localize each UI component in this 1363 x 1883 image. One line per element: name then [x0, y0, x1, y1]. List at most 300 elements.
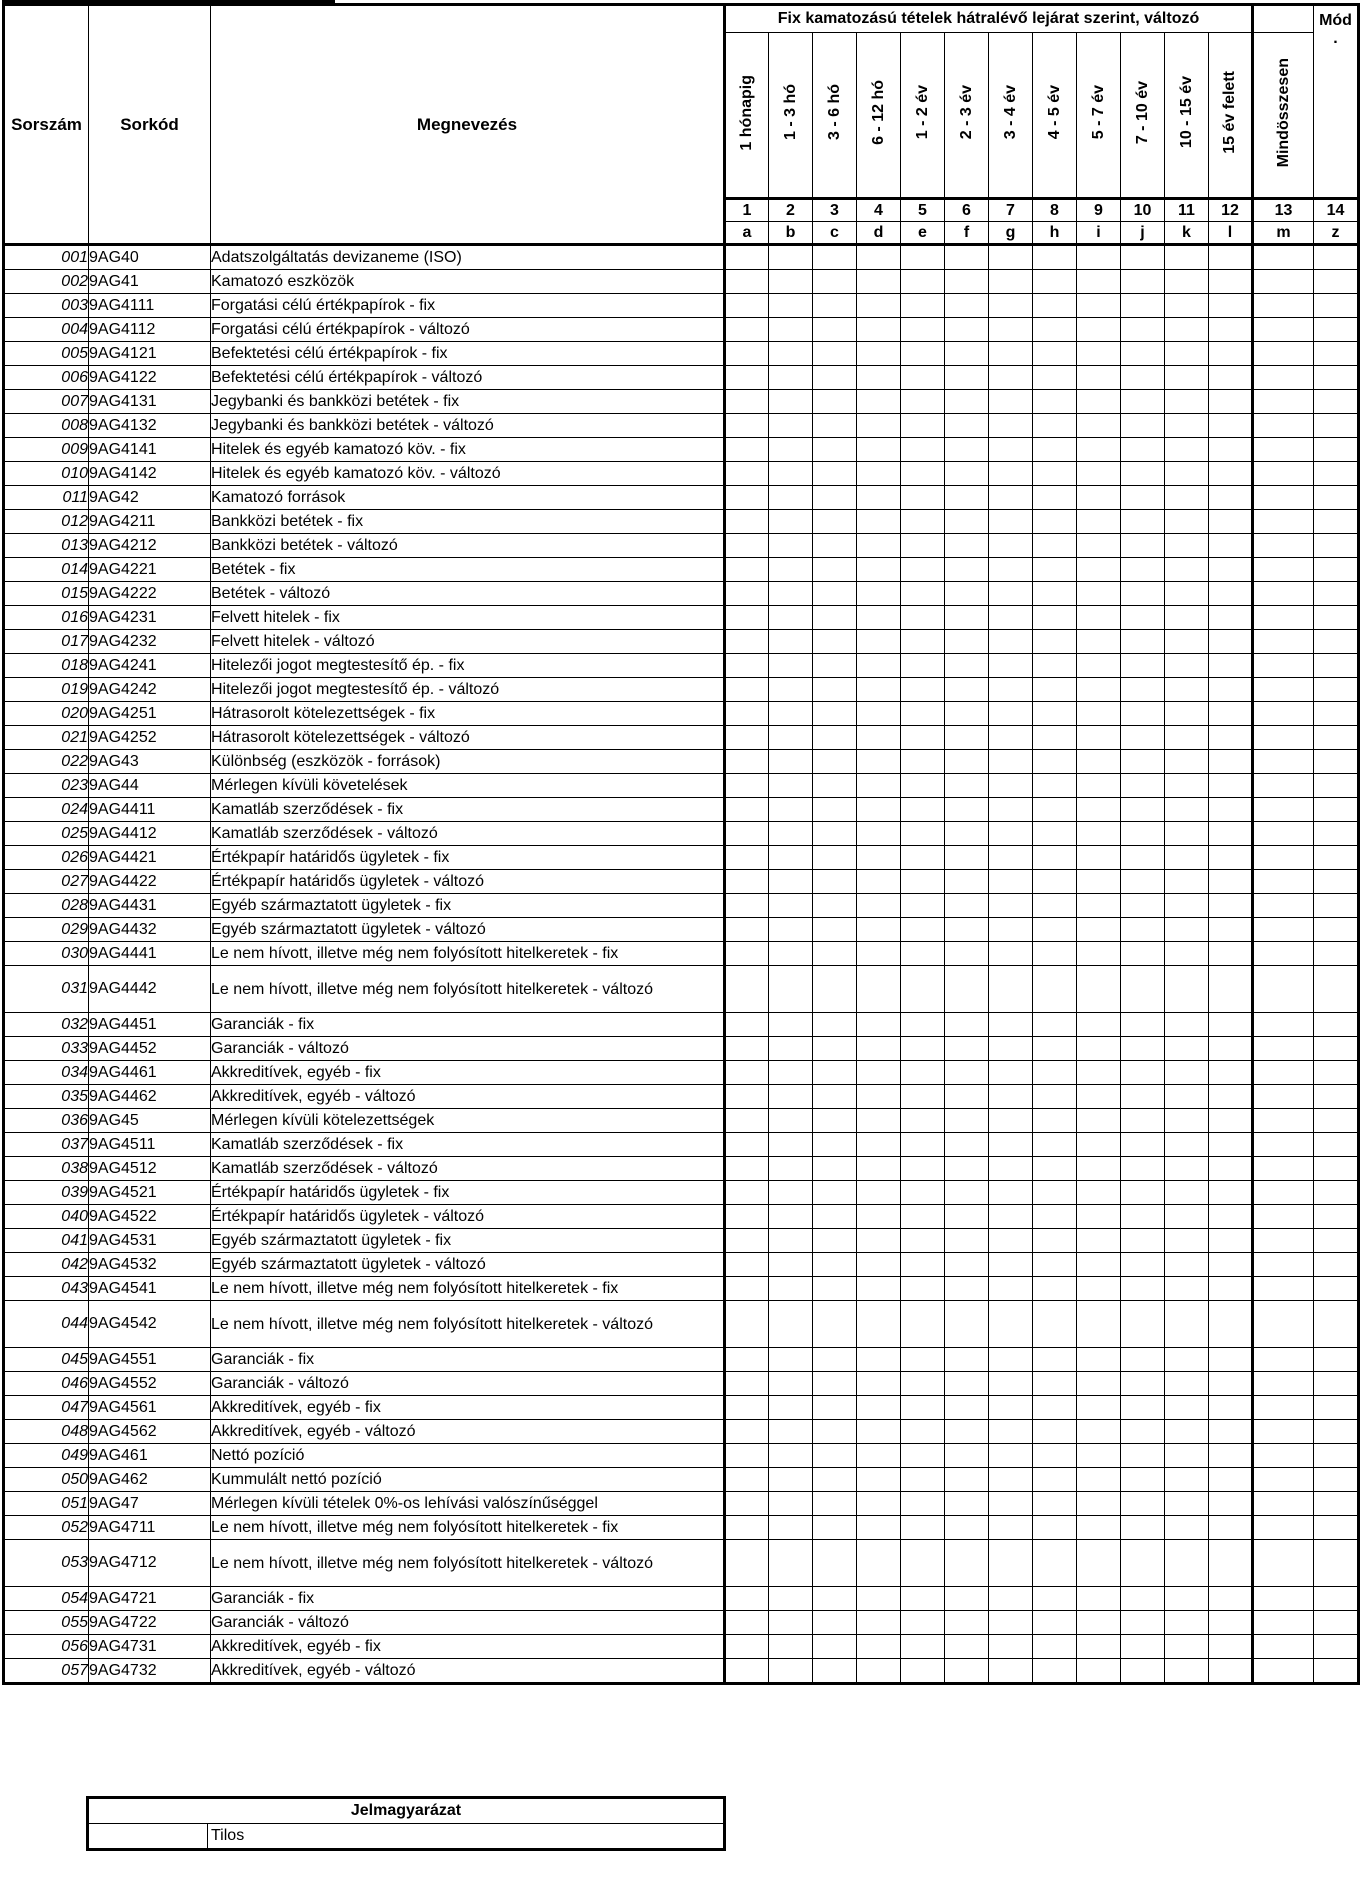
value-cell[interactable]: [1033, 1301, 1077, 1348]
value-cell[interactable]: [901, 654, 945, 678]
value-cell[interactable]: [901, 534, 945, 558]
value-cell[interactable]: [901, 870, 945, 894]
value-cell[interactable]: [901, 942, 945, 966]
value-cell[interactable]: [989, 390, 1033, 414]
value-cell[interactable]: [989, 606, 1033, 630]
value-cell[interactable]: [989, 678, 1033, 702]
value-cell[interactable]: [725, 1468, 769, 1492]
value-cell[interactable]: [813, 678, 857, 702]
value-cell[interactable]: [1165, 894, 1209, 918]
value-cell[interactable]: [1253, 270, 1314, 294]
value-cell[interactable]: [1253, 462, 1314, 486]
value-cell[interactable]: [901, 510, 945, 534]
value-cell[interactable]: [1033, 1109, 1077, 1133]
value-cell[interactable]: [1253, 582, 1314, 606]
value-cell[interactable]: [1165, 1013, 1209, 1037]
value-cell[interactable]: [857, 822, 901, 846]
value-cell[interactable]: [1253, 678, 1314, 702]
value-cell[interactable]: [769, 678, 813, 702]
value-cell[interactable]: [813, 1037, 857, 1061]
value-cell[interactable]: [1121, 1037, 1165, 1061]
value-cell[interactable]: [857, 1444, 901, 1468]
value-cell[interactable]: [1253, 486, 1314, 510]
value-cell[interactable]: [989, 1085, 1033, 1109]
value-cell[interactable]: [1253, 1611, 1314, 1635]
mod-cell[interactable]: [1314, 1444, 1359, 1468]
value-cell[interactable]: [1033, 582, 1077, 606]
value-cell[interactable]: [1209, 894, 1253, 918]
value-cell[interactable]: [857, 582, 901, 606]
value-cell[interactable]: [1253, 558, 1314, 582]
value-cell[interactable]: [857, 846, 901, 870]
value-cell[interactable]: [1121, 870, 1165, 894]
value-cell[interactable]: [1077, 414, 1121, 438]
value-cell[interactable]: [1121, 1396, 1165, 1420]
value-cell[interactable]: [1209, 1444, 1253, 1468]
value-cell[interactable]: [1165, 1587, 1209, 1611]
value-cell[interactable]: [1077, 294, 1121, 318]
value-cell[interactable]: [1121, 1635, 1165, 1659]
value-cell[interactable]: [1033, 966, 1077, 1013]
value-cell[interactable]: [945, 1444, 989, 1468]
value-cell[interactable]: [1077, 1037, 1121, 1061]
mod-cell[interactable]: [1314, 1301, 1359, 1348]
mod-cell[interactable]: [1314, 438, 1359, 462]
value-cell[interactable]: [1165, 1492, 1209, 1516]
value-cell[interactable]: [1121, 1372, 1165, 1396]
value-cell[interactable]: [1033, 1037, 1077, 1061]
value-cell[interactable]: [1121, 774, 1165, 798]
mod-cell[interactable]: [1314, 414, 1359, 438]
value-cell[interactable]: [1209, 1420, 1253, 1444]
value-cell[interactable]: [1033, 726, 1077, 750]
value-cell[interactable]: [1121, 438, 1165, 462]
value-cell[interactable]: [725, 390, 769, 414]
value-cell[interactable]: [725, 1205, 769, 1229]
value-cell[interactable]: [1165, 630, 1209, 654]
value-cell[interactable]: [769, 414, 813, 438]
value-cell[interactable]: [1165, 1659, 1209, 1684]
value-cell[interactable]: [1165, 774, 1209, 798]
value-cell[interactable]: [1253, 342, 1314, 366]
value-cell[interactable]: [725, 966, 769, 1013]
mod-cell[interactable]: [1314, 942, 1359, 966]
value-cell[interactable]: [769, 1085, 813, 1109]
value-cell[interactable]: [1077, 870, 1121, 894]
value-cell[interactable]: [1077, 582, 1121, 606]
value-cell[interactable]: [1033, 942, 1077, 966]
value-cell[interactable]: [813, 1635, 857, 1659]
value-cell[interactable]: [1033, 245, 1077, 270]
value-cell[interactable]: [813, 1540, 857, 1587]
value-cell[interactable]: [813, 942, 857, 966]
value-cell[interactable]: [813, 1372, 857, 1396]
mod-cell[interactable]: [1314, 1157, 1359, 1181]
value-cell[interactable]: [1253, 1492, 1314, 1516]
value-cell[interactable]: [857, 894, 901, 918]
mod-cell[interactable]: [1314, 654, 1359, 678]
value-cell[interactable]: [901, 462, 945, 486]
mod-cell[interactable]: [1314, 1085, 1359, 1109]
value-cell[interactable]: [1033, 1013, 1077, 1037]
value-cell[interactable]: [725, 726, 769, 750]
value-cell[interactable]: [1165, 822, 1209, 846]
value-cell[interactable]: [989, 822, 1033, 846]
value-cell[interactable]: [1165, 966, 1209, 1013]
value-cell[interactable]: [1033, 1516, 1077, 1540]
value-cell[interactable]: [1033, 1372, 1077, 1396]
value-cell[interactable]: [901, 1516, 945, 1540]
value-cell[interactable]: [945, 318, 989, 342]
value-cell[interactable]: [901, 1085, 945, 1109]
value-cell[interactable]: [901, 1540, 945, 1587]
value-cell[interactable]: [945, 774, 989, 798]
value-cell[interactable]: [769, 1277, 813, 1301]
value-cell[interactable]: [725, 1492, 769, 1516]
value-cell[interactable]: [1165, 1253, 1209, 1277]
value-cell[interactable]: [1033, 342, 1077, 366]
value-cell[interactable]: [1165, 534, 1209, 558]
mod-cell[interactable]: [1314, 1635, 1359, 1659]
mod-cell[interactable]: [1314, 726, 1359, 750]
value-cell[interactable]: [769, 366, 813, 390]
value-cell[interactable]: [813, 750, 857, 774]
value-cell[interactable]: [725, 1587, 769, 1611]
value-cell[interactable]: [857, 390, 901, 414]
value-cell[interactable]: [725, 1540, 769, 1587]
value-cell[interactable]: [1209, 1229, 1253, 1253]
value-cell[interactable]: [1165, 678, 1209, 702]
value-cell[interactable]: [945, 894, 989, 918]
value-cell[interactable]: [813, 1659, 857, 1684]
value-cell[interactable]: [945, 1205, 989, 1229]
value-cell[interactable]: [813, 726, 857, 750]
value-cell[interactable]: [1209, 1301, 1253, 1348]
value-cell[interactable]: [945, 1133, 989, 1157]
value-cell[interactable]: [945, 1635, 989, 1659]
value-cell[interactable]: [989, 870, 1033, 894]
value-cell[interactable]: [901, 294, 945, 318]
value-cell[interactable]: [1165, 1301, 1209, 1348]
value-cell[interactable]: [989, 654, 1033, 678]
value-cell[interactable]: [989, 1396, 1033, 1420]
value-cell[interactable]: [1121, 342, 1165, 366]
value-cell[interactable]: [1121, 486, 1165, 510]
value-cell[interactable]: [1209, 1540, 1253, 1587]
value-cell[interactable]: [725, 942, 769, 966]
value-cell[interactable]: [1077, 846, 1121, 870]
mod-cell[interactable]: [1314, 894, 1359, 918]
value-cell[interactable]: [901, 1061, 945, 1085]
value-cell[interactable]: [1121, 1540, 1165, 1587]
value-cell[interactable]: [1253, 1516, 1314, 1540]
value-cell[interactable]: [901, 1635, 945, 1659]
value-cell[interactable]: [769, 1205, 813, 1229]
value-cell[interactable]: [1209, 1085, 1253, 1109]
value-cell[interactable]: [1253, 942, 1314, 966]
value-cell[interactable]: [1165, 1181, 1209, 1205]
value-cell[interactable]: [813, 486, 857, 510]
value-cell[interactable]: [945, 1157, 989, 1181]
value-cell[interactable]: [857, 1181, 901, 1205]
value-cell[interactable]: [901, 245, 945, 270]
value-cell[interactable]: [1253, 918, 1314, 942]
value-cell[interactable]: [1077, 1061, 1121, 1085]
value-cell[interactable]: [725, 1420, 769, 1444]
value-cell[interactable]: [901, 1037, 945, 1061]
value-cell[interactable]: [769, 558, 813, 582]
value-cell[interactable]: [1165, 582, 1209, 606]
value-cell[interactable]: [1033, 1611, 1077, 1635]
value-cell[interactable]: [1121, 1420, 1165, 1444]
value-cell[interactable]: [1121, 1133, 1165, 1157]
value-cell[interactable]: [945, 1516, 989, 1540]
value-cell[interactable]: [1165, 390, 1209, 414]
value-cell[interactable]: [857, 1587, 901, 1611]
value-cell[interactable]: [945, 342, 989, 366]
value-cell[interactable]: [1165, 1444, 1209, 1468]
value-cell[interactable]: [1121, 245, 1165, 270]
value-cell[interactable]: [1209, 1205, 1253, 1229]
value-cell[interactable]: [769, 606, 813, 630]
value-cell[interactable]: [813, 774, 857, 798]
value-cell[interactable]: [769, 245, 813, 270]
value-cell[interactable]: [1209, 1253, 1253, 1277]
value-cell[interactable]: [989, 1587, 1033, 1611]
value-cell[interactable]: [989, 1277, 1033, 1301]
value-cell[interactable]: [1165, 702, 1209, 726]
value-cell[interactable]: [769, 1133, 813, 1157]
value-cell[interactable]: [813, 270, 857, 294]
value-cell[interactable]: [813, 1205, 857, 1229]
value-cell[interactable]: [989, 1540, 1033, 1587]
value-cell[interactable]: [725, 822, 769, 846]
value-cell[interactable]: [1165, 1348, 1209, 1372]
value-cell[interactable]: [1077, 1444, 1121, 1468]
value-cell[interactable]: [1253, 1157, 1314, 1181]
value-cell[interactable]: [1033, 270, 1077, 294]
value-cell[interactable]: [901, 342, 945, 366]
value-cell[interactable]: [725, 750, 769, 774]
value-cell[interactable]: [769, 438, 813, 462]
mod-cell[interactable]: [1314, 1420, 1359, 1444]
value-cell[interactable]: [1165, 438, 1209, 462]
value-cell[interactable]: [989, 534, 1033, 558]
value-cell[interactable]: [813, 438, 857, 462]
value-cell[interactable]: [769, 1540, 813, 1587]
value-cell[interactable]: [1033, 1420, 1077, 1444]
value-cell[interactable]: [1033, 1229, 1077, 1253]
value-cell[interactable]: [813, 870, 857, 894]
value-cell[interactable]: [813, 1181, 857, 1205]
value-cell[interactable]: [813, 966, 857, 1013]
value-cell[interactable]: [901, 1181, 945, 1205]
value-cell[interactable]: [1209, 870, 1253, 894]
value-cell[interactable]: [1033, 1659, 1077, 1684]
value-cell[interactable]: [769, 510, 813, 534]
value-cell[interactable]: [1077, 918, 1121, 942]
value-cell[interactable]: [945, 1468, 989, 1492]
value-cell[interactable]: [725, 1301, 769, 1348]
value-cell[interactable]: [1165, 342, 1209, 366]
value-cell[interactable]: [857, 1133, 901, 1157]
value-cell[interactable]: [1077, 1277, 1121, 1301]
value-cell[interactable]: [1165, 726, 1209, 750]
value-cell[interactable]: [813, 1229, 857, 1253]
value-cell[interactable]: [901, 966, 945, 1013]
mod-cell[interactable]: [1314, 822, 1359, 846]
value-cell[interactable]: [1121, 1205, 1165, 1229]
value-cell[interactable]: [857, 510, 901, 534]
value-cell[interactable]: [1033, 1587, 1077, 1611]
value-cell[interactable]: [1165, 1611, 1209, 1635]
value-cell[interactable]: [1077, 942, 1121, 966]
value-cell[interactable]: [769, 822, 813, 846]
value-cell[interactable]: [1165, 1420, 1209, 1444]
value-cell[interactable]: [1209, 750, 1253, 774]
value-cell[interactable]: [989, 1611, 1033, 1635]
value-cell[interactable]: [1209, 846, 1253, 870]
value-cell[interactable]: [989, 318, 1033, 342]
value-cell[interactable]: [857, 318, 901, 342]
value-cell[interactable]: [945, 1229, 989, 1253]
mod-cell[interactable]: [1314, 1133, 1359, 1157]
value-cell[interactable]: [989, 1348, 1033, 1372]
value-cell[interactable]: [813, 1444, 857, 1468]
value-cell[interactable]: [1253, 846, 1314, 870]
value-cell[interactable]: [1165, 918, 1209, 942]
mod-cell[interactable]: [1314, 630, 1359, 654]
value-cell[interactable]: [1165, 870, 1209, 894]
value-cell[interactable]: [945, 510, 989, 534]
value-cell[interactable]: [857, 1157, 901, 1181]
value-cell[interactable]: [901, 318, 945, 342]
value-cell[interactable]: [945, 1348, 989, 1372]
value-cell[interactable]: [725, 342, 769, 366]
value-cell[interactable]: [725, 606, 769, 630]
value-cell[interactable]: [1033, 846, 1077, 870]
value-cell[interactable]: [945, 1013, 989, 1037]
value-cell[interactable]: [857, 245, 901, 270]
value-cell[interactable]: [989, 942, 1033, 966]
value-cell[interactable]: [1033, 798, 1077, 822]
value-cell[interactable]: [1121, 366, 1165, 390]
value-cell[interactable]: [945, 726, 989, 750]
value-cell[interactable]: [901, 1468, 945, 1492]
value-cell[interactable]: [945, 438, 989, 462]
value-cell[interactable]: [901, 630, 945, 654]
value-cell[interactable]: [989, 558, 1033, 582]
value-cell[interactable]: [1165, 245, 1209, 270]
value-cell[interactable]: [769, 390, 813, 414]
value-cell[interactable]: [945, 870, 989, 894]
value-cell[interactable]: [1209, 702, 1253, 726]
value-cell[interactable]: [1121, 918, 1165, 942]
value-cell[interactable]: [1209, 414, 1253, 438]
value-cell[interactable]: [1253, 366, 1314, 390]
value-cell[interactable]: [1121, 414, 1165, 438]
value-cell[interactable]: [725, 798, 769, 822]
value-cell[interactable]: [725, 774, 769, 798]
mod-cell[interactable]: [1314, 846, 1359, 870]
value-cell[interactable]: [1253, 774, 1314, 798]
value-cell[interactable]: [857, 1372, 901, 1396]
value-cell[interactable]: [1165, 318, 1209, 342]
value-cell[interactable]: [1033, 822, 1077, 846]
value-cell[interactable]: [989, 1444, 1033, 1468]
value-cell[interactable]: [1121, 654, 1165, 678]
value-cell[interactable]: [857, 726, 901, 750]
value-cell[interactable]: [725, 1109, 769, 1133]
value-cell[interactable]: [1121, 1444, 1165, 1468]
mod-cell[interactable]: [1314, 366, 1359, 390]
value-cell[interactable]: [945, 1420, 989, 1444]
value-cell[interactable]: [1077, 1587, 1121, 1611]
value-cell[interactable]: [945, 630, 989, 654]
value-cell[interactable]: [725, 918, 769, 942]
value-cell[interactable]: [1033, 294, 1077, 318]
value-cell[interactable]: [1033, 750, 1077, 774]
value-cell[interactable]: [945, 1253, 989, 1277]
value-cell[interactable]: [1121, 1659, 1165, 1684]
value-cell[interactable]: [725, 366, 769, 390]
value-cell[interactable]: [1033, 918, 1077, 942]
value-cell[interactable]: [1033, 510, 1077, 534]
value-cell[interactable]: [769, 1013, 813, 1037]
value-cell[interactable]: [1253, 1253, 1314, 1277]
value-cell[interactable]: [857, 1013, 901, 1037]
value-cell[interactable]: [1077, 1635, 1121, 1659]
mod-cell[interactable]: [1314, 582, 1359, 606]
mod-cell[interactable]: [1314, 1540, 1359, 1587]
value-cell[interactable]: [725, 1659, 769, 1684]
value-cell[interactable]: [901, 774, 945, 798]
value-cell[interactable]: [813, 294, 857, 318]
value-cell[interactable]: [857, 414, 901, 438]
value-cell[interactable]: [1253, 294, 1314, 318]
value-cell[interactable]: [1165, 270, 1209, 294]
value-cell[interactable]: [901, 918, 945, 942]
value-cell[interactable]: [857, 438, 901, 462]
value-cell[interactable]: [945, 942, 989, 966]
value-cell[interactable]: [1121, 1468, 1165, 1492]
value-cell[interactable]: [1077, 1348, 1121, 1372]
value-cell[interactable]: [1209, 342, 1253, 366]
value-cell[interactable]: [1121, 822, 1165, 846]
value-cell[interactable]: [769, 1037, 813, 1061]
value-cell[interactable]: [945, 750, 989, 774]
value-cell[interactable]: [989, 726, 1033, 750]
value-cell[interactable]: [769, 270, 813, 294]
value-cell[interactable]: [901, 798, 945, 822]
value-cell[interactable]: [813, 582, 857, 606]
value-cell[interactable]: [857, 1253, 901, 1277]
value-cell[interactable]: [901, 1301, 945, 1348]
value-cell[interactable]: [857, 1037, 901, 1061]
value-cell[interactable]: [901, 750, 945, 774]
value-cell[interactable]: [725, 414, 769, 438]
value-cell[interactable]: [1209, 1587, 1253, 1611]
mod-cell[interactable]: [1314, 1277, 1359, 1301]
value-cell[interactable]: [857, 1205, 901, 1229]
value-cell[interactable]: [1121, 1013, 1165, 1037]
mod-cell[interactable]: [1314, 774, 1359, 798]
value-cell[interactable]: [1033, 1253, 1077, 1277]
value-cell[interactable]: [1209, 1492, 1253, 1516]
value-cell[interactable]: [725, 510, 769, 534]
value-cell[interactable]: [1253, 1396, 1314, 1420]
mod-cell[interactable]: [1314, 342, 1359, 366]
